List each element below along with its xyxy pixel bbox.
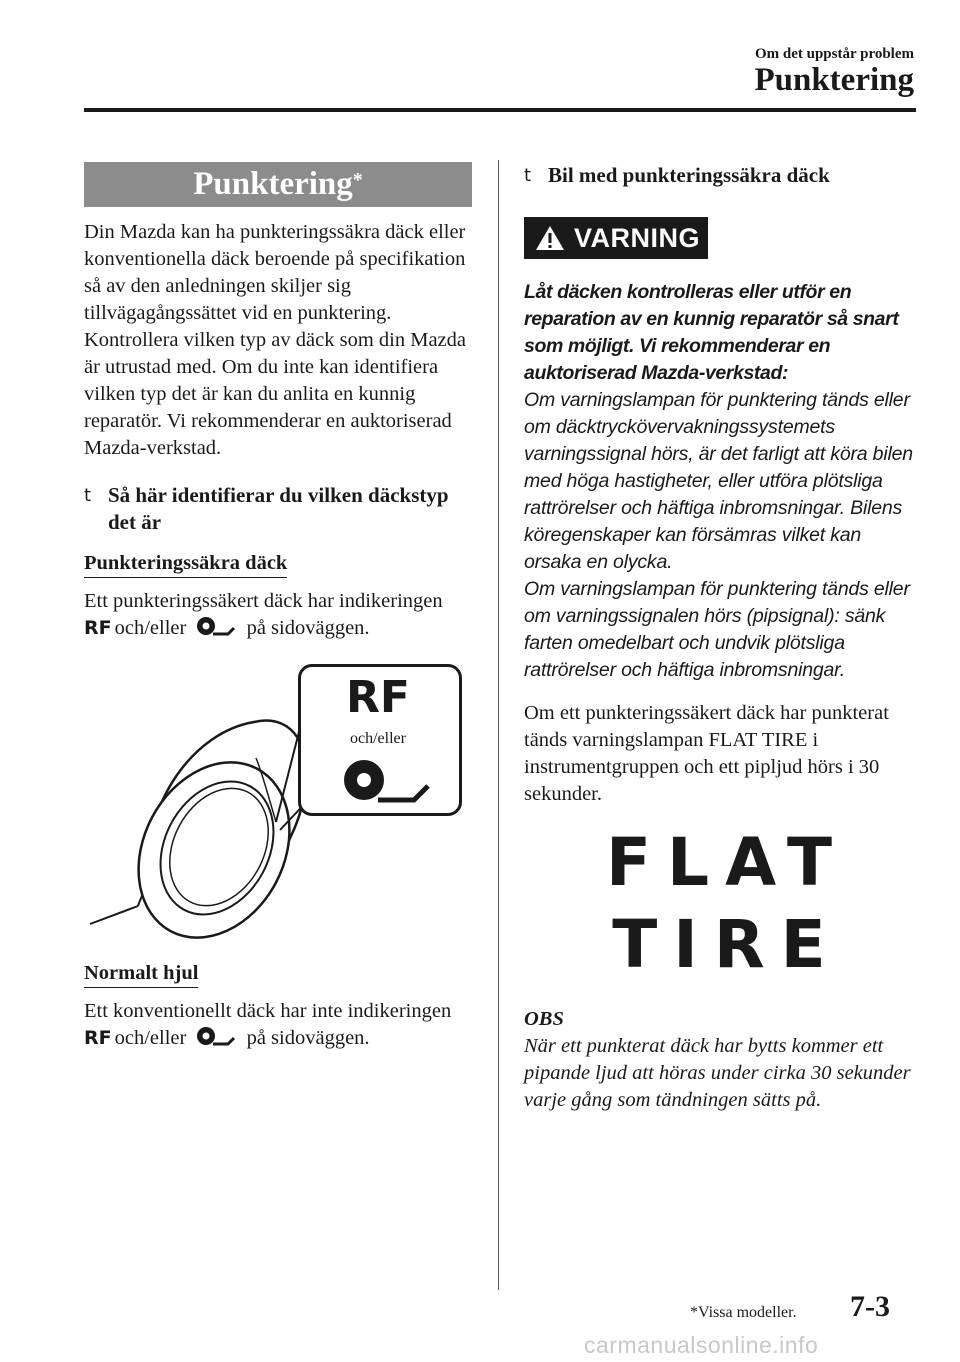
bullet-marker: t bbox=[84, 485, 92, 506]
runflat-car-heading-text: Bil med punkteringssäkra däck bbox=[548, 163, 830, 187]
runflat-heading: Punkteringssäkra däck bbox=[84, 550, 287, 578]
runflat-text-before: Ett punkteringssäkert däck har indikeringen bbox=[84, 590, 443, 612]
watermark: carmanualsonline.info bbox=[584, 1332, 819, 1358]
runflat-text-mid: och/eller bbox=[114, 617, 187, 639]
footnote-mark: * bbox=[352, 169, 363, 191]
indicator-line-1: FLAT bbox=[605, 824, 849, 901]
right-column bbox=[524, 160, 916, 1114]
warning-bold-text: Låt däcken kontrolleras eller utför en reparation av en kunnig reparatör så snart som möjligt. Vi rekommenderar en auktoriserad Mazda-verkstad: bbox=[524, 281, 899, 384]
page-number: 7-3 bbox=[850, 1290, 890, 1323]
warning-text-1: Om varningslampan för punktering tänds eller om däcktryckövervakningssystemets varningssignal hörs, är det farligt att köra bilen med höga hastigheter, eller utföra plötsliga rattrörelser och häftiga inbromsningar. Bilens köregenskaper kan försämras vilket kan orsaka en olycka. bbox=[524, 389, 913, 573]
normal-text-before: Ett konventionellt däck har inte indikeringen bbox=[84, 1000, 452, 1022]
warning-content bbox=[524, 279, 916, 684]
flat-tire-paragraph: Om ett punkteringssäkert däck har punkterat tänds varningslampan FLAT TIRE i instrumentgruppen och ett pipljud hörs i 30 sekunder. bbox=[524, 702, 889, 805]
indicator-line-2: TIRE bbox=[612, 906, 842, 983]
warning-label-box bbox=[524, 217, 708, 259]
runflat-text-after: på sidoväggen. bbox=[246, 617, 370, 639]
runflat-tire-icon bbox=[342, 758, 432, 806]
normal-text-after: på sidoväggen. bbox=[246, 1027, 370, 1049]
warning-triangle-icon bbox=[534, 224, 566, 252]
left-column bbox=[84, 162, 472, 642]
obs-text: När ett punkterat däck har bytts kommer ett pipande ljud att höras under cirka 30 sekunder varje gång som tändningen sätts på. bbox=[524, 1035, 911, 1111]
section-title: Punktering bbox=[193, 166, 353, 202]
callout-or-label: och/eller bbox=[350, 730, 406, 747]
page-title: Punktering bbox=[754, 62, 914, 98]
header-rule bbox=[84, 108, 916, 112]
footnote: *Vissa modeller. bbox=[690, 1304, 797, 1321]
chapter-title: Om det uppstår problem bbox=[754, 46, 914, 62]
obs-note bbox=[524, 1006, 916, 1114]
normal-heading: Normalt hjul bbox=[84, 960, 198, 988]
runflat-tire-icon bbox=[195, 615, 237, 637]
obs-label: OBS bbox=[524, 1008, 564, 1030]
warning-text-2: Om varningslampan för punktering tänds eller om varningssignalen hörs (pipsignal): sänk farten omedelbart och undvik plötsliga rattrörelser och häftiga inbromsningar. bbox=[524, 578, 910, 681]
identify-heading bbox=[84, 482, 472, 536]
runflat-paragraph bbox=[84, 588, 472, 642]
column-divider bbox=[498, 160, 499, 1290]
bullet-marker: t bbox=[524, 165, 532, 186]
intro-paragraph: Din Mazda kan ha punkteringssäkra däck eller konventionella däck beroende på specifikation så av den anledningen skiljer sig tillvägagångssättet vid en punktering. Kontrollera vilken typ av däck som din Mazda är utrustad med. Om du inte kan identifiera vilken typ det är kan du anlita en kunnig reparatör. Vi rekommenderar en auktoriserad Mazda-verkstad. bbox=[84, 221, 466, 459]
normal-paragraph bbox=[84, 998, 472, 1052]
section-banner bbox=[84, 162, 472, 207]
identify-heading-text: Så här identifierar du vilken däckstyp det är bbox=[108, 483, 449, 534]
callout-rf-marking: RF bbox=[346, 672, 410, 723]
runflat-car-heading bbox=[524, 162, 916, 189]
rf-marking: RF bbox=[84, 1027, 112, 1049]
warning-label: VARNING bbox=[574, 222, 701, 253]
normal-text-mid: och/eller bbox=[114, 1027, 187, 1049]
rf-marking: RF bbox=[84, 617, 112, 639]
runflat-tire-icon bbox=[195, 1025, 237, 1047]
flat-tire-indicator bbox=[538, 822, 916, 986]
normal-section bbox=[84, 960, 472, 1052]
